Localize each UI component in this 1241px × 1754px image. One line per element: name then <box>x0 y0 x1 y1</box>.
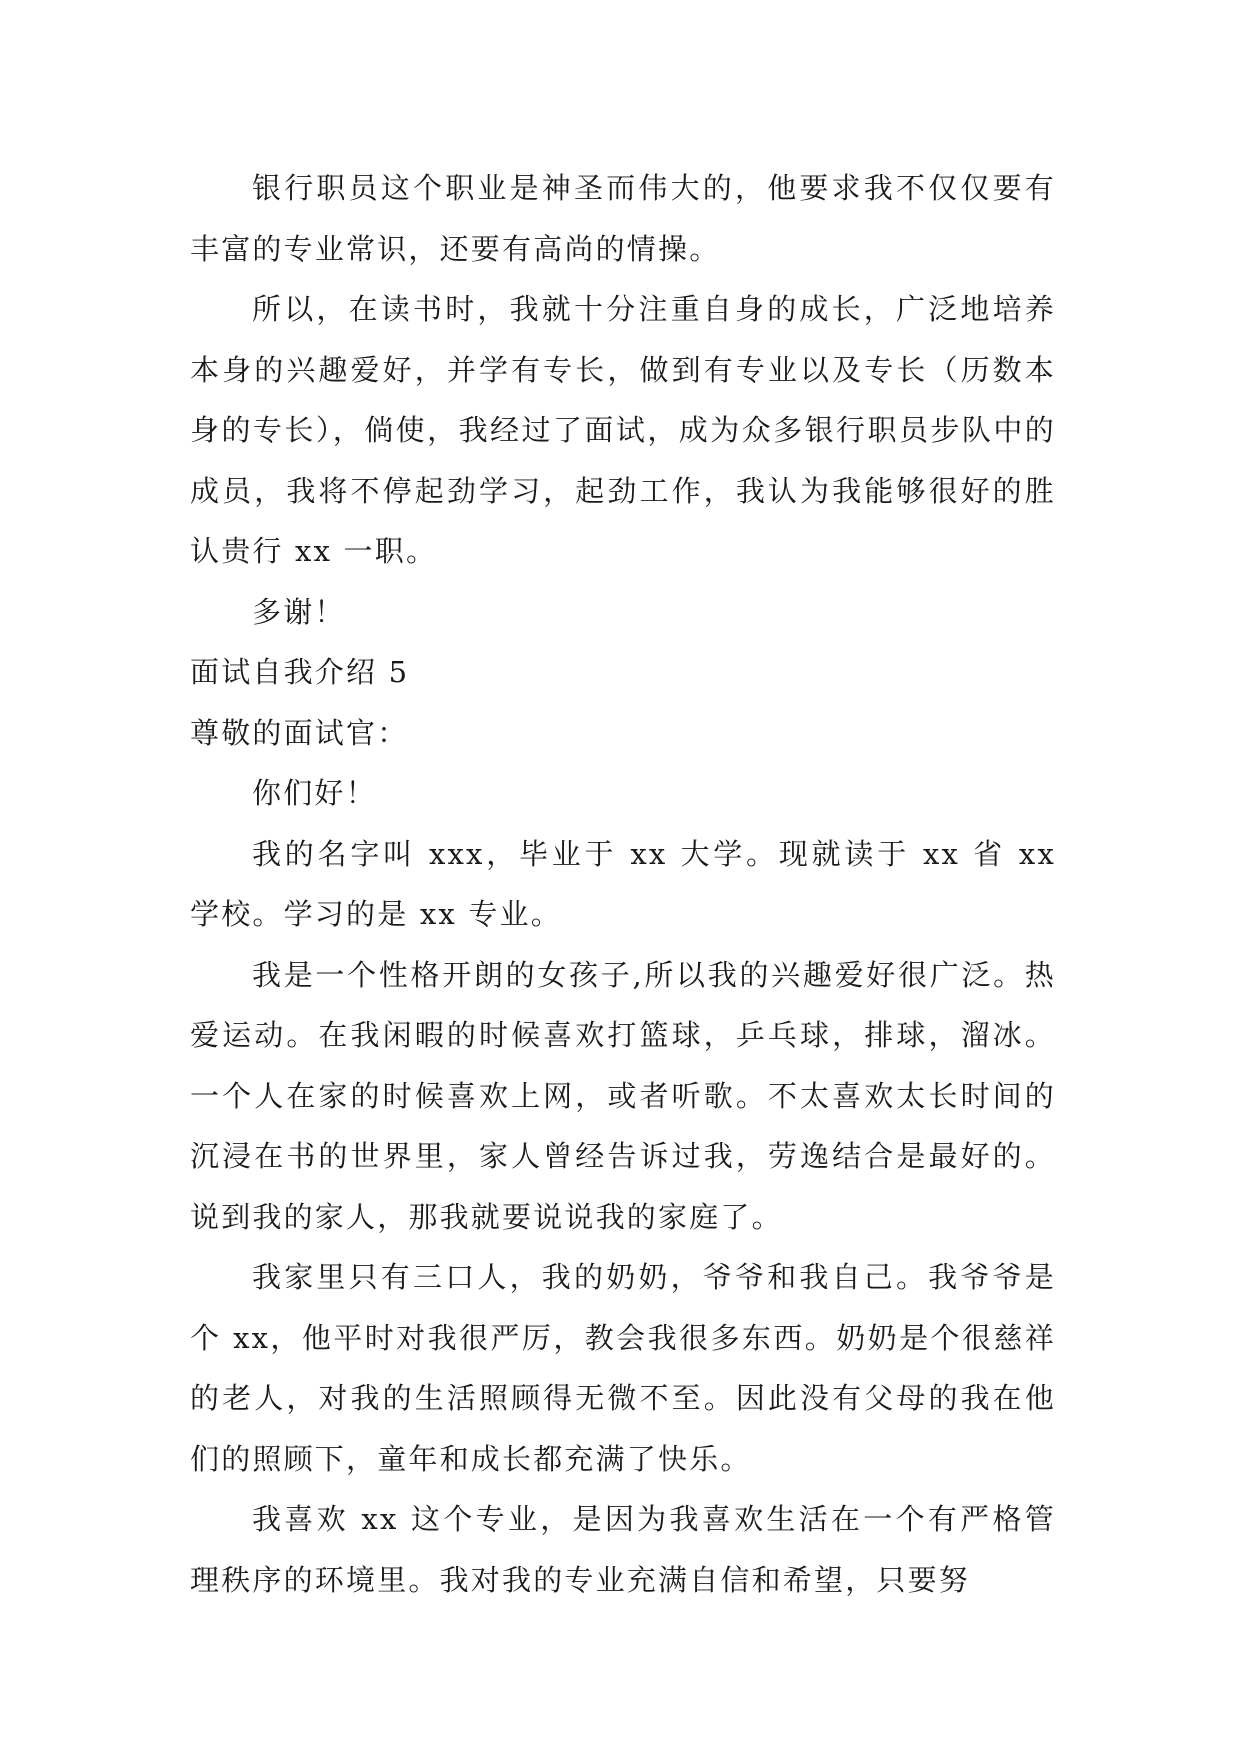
paragraph-family: 我家里只有三口人，我的奶奶，爷爷和我自己。我爷爷是个 xx，他平时对我很严厉，教会我很多东西。奶奶是个很慈祥的老人，对我的生活照顾得无微不至。因此没有父母的我在他们的照顾下，童年和成长都充满了快乐。 <box>190 1260 1056 1476</box>
section-heading: 面试自我介绍 5 <box>190 655 410 689</box>
paragraph-thanks: 多谢！ <box>252 594 346 629</box>
paragraph-name-school: 我的名字叫 xxx，毕业于 xx 大学。现就读于 xx 省 xx 学校。学习的是 xx 专业。 <box>190 836 1056 931</box>
paragraph-greeting: 你们好！ <box>252 776 377 810</box>
paragraph-growth: 所以，在读书时，我就十分注重自身的成长，广泛地培养本身的兴趣爱好，并学有专长，做到有专业以及专长（历数本身的专长），倘使，我经过了面试，成为众多银行职员步队中的成员，我将不停起劲学习，起劲工作，我认为我能够很好的胜认贵行 xx 一职。 <box>190 292 1056 568</box>
paragraph-major: 我喜欢 xx 这个专业，是因为我喜欢生活在一个有严格管理秩序的环境里。我对我的专业充满自信和希望，只要努 <box>190 1502 1056 1597</box>
document-page <box>190 158 1056 1610</box>
paragraph-hobbies: 我是一个性格开朗的女孩子,所以我的兴趣爱好很广泛。热爱运动。在我闲暇的时候喜欢打篮球，乒乓球，排球，溜冰。一个人在家的时候喜欢上网，或者听歌。不太喜欢太长时间的沉浸在书的世界里，家人曾经告诉过我，劳逸结合是最好的。说到我的家人，那我就要说说我的家庭了。 <box>190 957 1056 1234</box>
salutation: 尊敬的面试官： <box>190 715 409 750</box>
paragraph-bank-clerk: 银行职员这个职业是神圣而伟大的，他要求我不仅仅要有丰富的专业常识，还要有高尚的情操。 <box>190 171 1056 266</box>
